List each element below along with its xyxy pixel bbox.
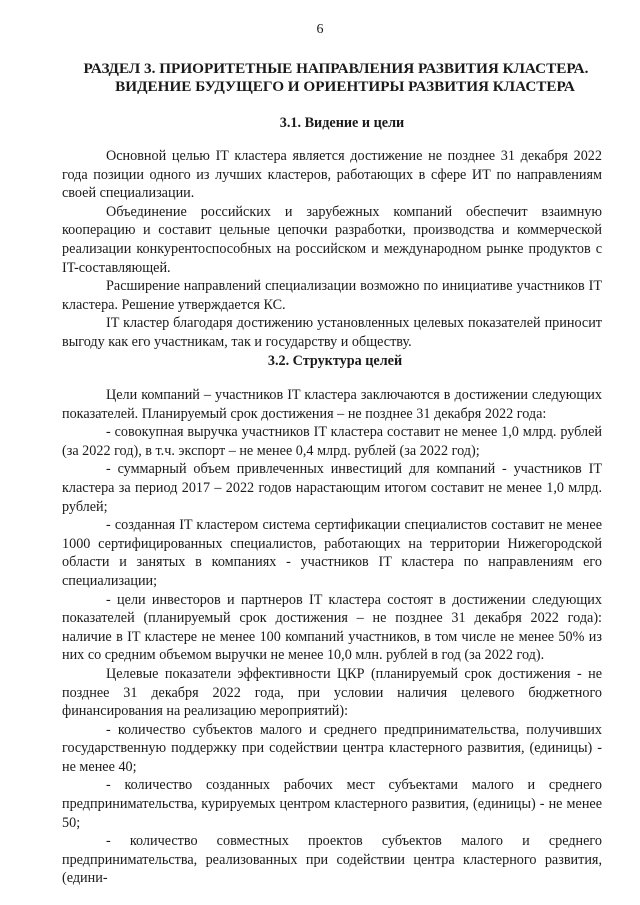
list-item: - количество совместных проектов субъектов малого и среднего предпринимательства, реализованных при содействии центра кластерного развития, (едини-: [62, 833, 602, 887]
list-item: - суммарный объем привлеченных инвестиций для компаний - участников IT кластера за период 2017 – 2022 годов нарастающим итогом составит не менее 1,0 млрд. рублей;: [62, 461, 602, 515]
paragraph: Основной целью IT кластера является достижение не позднее 31 декабря 2022 года позиции одного из лучших кластеров, работающих в сфере ИТ по направлениям своей специализации.: [62, 148, 602, 202]
subsection-body-vision: [62, 147, 602, 352]
section-heading-line-2: ВИДЕНИЕ БУДУЩЕГО И ОРИЕНТИРЫ РАЗВИТИЯ КЛАСТЕРА: [115, 78, 575, 95]
paragraph: IT кластер благодаря достижению установленных целевых показателей приносит выгоду как его участникам, так и государству и обществу.: [62, 315, 602, 350]
subsection-body-goals: [62, 386, 602, 888]
subsection-title-vision: 3.1. Видение и цели: [279, 115, 405, 131]
subsection-title-goals: 3.2. Структура целей: [267, 353, 403, 369]
paragraph: Расширение направлений специализации возможно по инициативе участников IT кластера. Решение утверждается КС.: [62, 278, 602, 313]
paragraph: Целевые показатели эффективности ЦКР (планируемый срок достижения - не позднее 31 декабря 2022 года, при условии наличия целевого бюджетного финансирования на реализацию мероприятий):: [62, 665, 602, 720]
paragraph: Объединение российских и зарубежных компаний обеспечит взаимную кооперацию и составит цельные цепочки разработки, производства и коммерческой реализации конкурентоспособных на российском и международном рынке продуктов с IT-составляющей.: [62, 203, 602, 276]
section-heading-line-1: РАЗДЕЛ 3. ПРИОРИТЕТНЫЕ НАПРАВЛЕНИЯ РАЗВИТИЯ КЛАСТЕРА.: [83, 60, 589, 77]
list-item: - совокупная выручка участников IT кластера составит не менее 1,0 млрд. рублей (за 2022 год), в т.ч. экспорт – не менее 0,4 млрд. рублей (за 2022 год);: [62, 424, 602, 459]
list-item: - количество созданных рабочих мест субъектами малого и среднего предпринимательства, курируемых центром кластерного развития, (единицы) - не менее 50;: [62, 777, 602, 831]
list-item: - цели инвесторов и партнеров IT кластера состоят в достижении следующих показателей (планируемый срок достижения – не позднее 31 декабря 2022 года): наличие в IT кластере не менее 100 компаний участников, в том числе не менее 50% из них со средним объемом выручки не менее 10,0 млн. рублей в год (за 2022 год).: [62, 591, 602, 664]
paragraph: Цели компаний – участников IT кластера заключаются в достижении следующих показателей. Планируемый срок достижения – не позднее 31 декабря 2022 года:: [62, 387, 602, 422]
page-number: 6: [316, 22, 324, 37]
section-heading: [62, 60, 610, 96]
list-item: - количество субъектов малого и среднего предпринимательства, получивших государственную поддержку при содействии центра кластерного развития, (единицы) - не менее 40;: [62, 721, 602, 775]
list-item: - созданная IT кластером система сертификации специалистов составит не менее 1000 сертифицированных специалистов, работающих на территории Нижегородской области и занятых в компаниях - участников IT кластера по направлениям его специализации;: [62, 517, 602, 589]
